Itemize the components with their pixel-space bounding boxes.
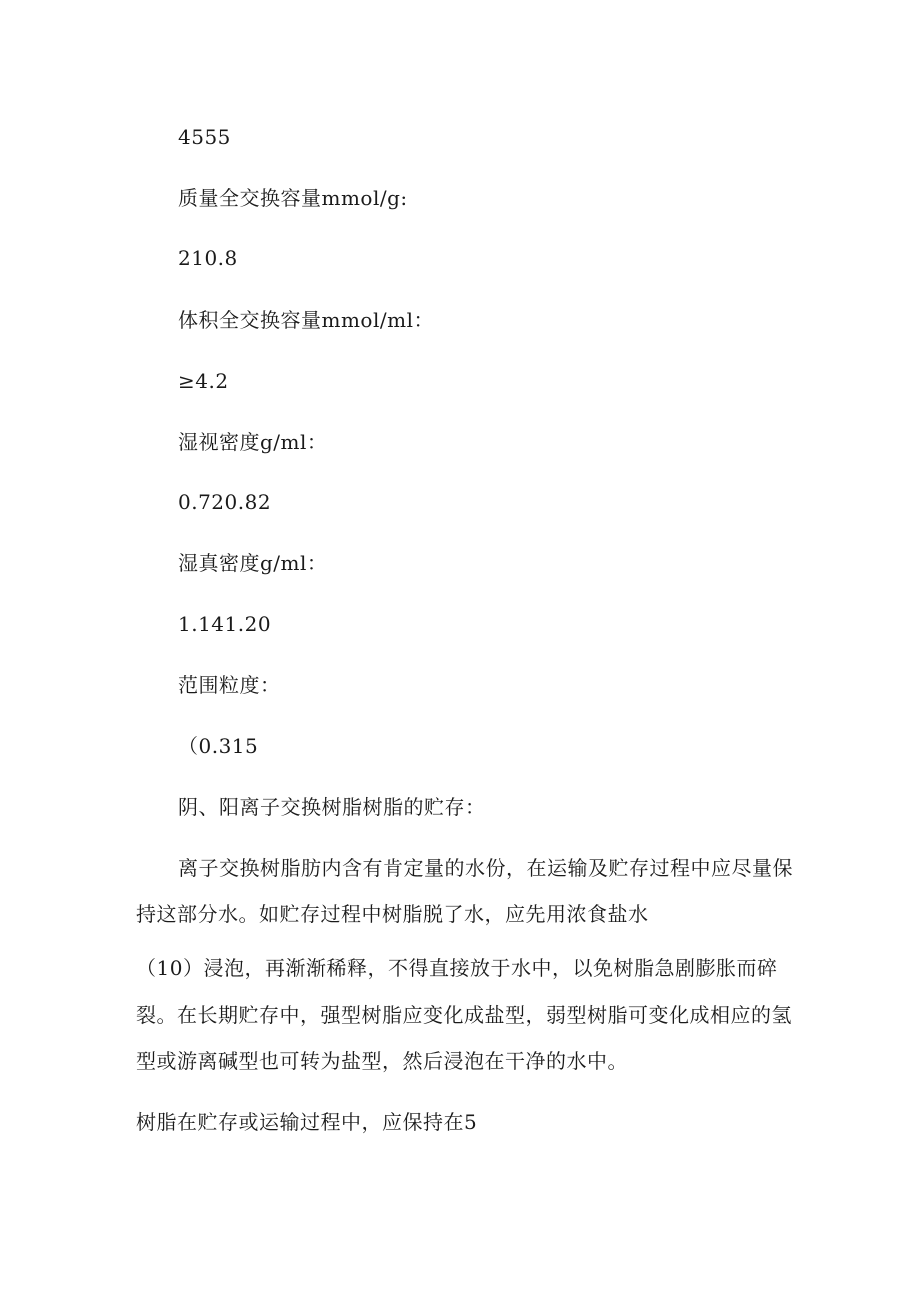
value-line: 210.8 [178, 246, 238, 270]
value-line: 4555 [178, 125, 231, 149]
paragraph-line: （10）浸泡，再渐渐稀释，不得直接放于水中，以免树脂急剧膨胀而碎 [136, 956, 778, 980]
value-line: （0.315 [178, 734, 259, 758]
value-line: 1.141.20 [178, 612, 272, 636]
value-line: 0.720.82 [178, 490, 272, 514]
paragraph-line: 裂。在长期贮存中，强型树脂应变化成盐型，弱型树脂可变化成相应的氢 [136, 1003, 792, 1027]
spec-label: 范围粒度： [178, 673, 281, 697]
paragraph-line: 持这部分水。如贮存过程中树脂脱了水，应先用浓食盐水 [136, 902, 649, 926]
spec-label: 体积全交换容量mmol/ml： [178, 308, 434, 332]
spec-label: 湿真密度g/ml： [178, 551, 328, 575]
spec-label: 湿视密度g/ml： [178, 430, 328, 454]
paragraph-line: 离子交换树脂肪内含有肯定量的水份，在运输及贮存过程中应尽量保 [178, 856, 793, 880]
value-line: ≥4.2 [178, 369, 229, 393]
paragraph-line: 型或游离碱型也可转为盐型，然后浸泡在干净的水中。 [136, 1049, 628, 1073]
spec-label: 质量全交换容量mmol/g: [178, 186, 408, 210]
paragraph-line: 树脂在贮存或运输过程中，应保持在5 [136, 1110, 478, 1134]
section-heading: 阴、阳离子交换树脂树脂的贮存： [178, 795, 486, 819]
